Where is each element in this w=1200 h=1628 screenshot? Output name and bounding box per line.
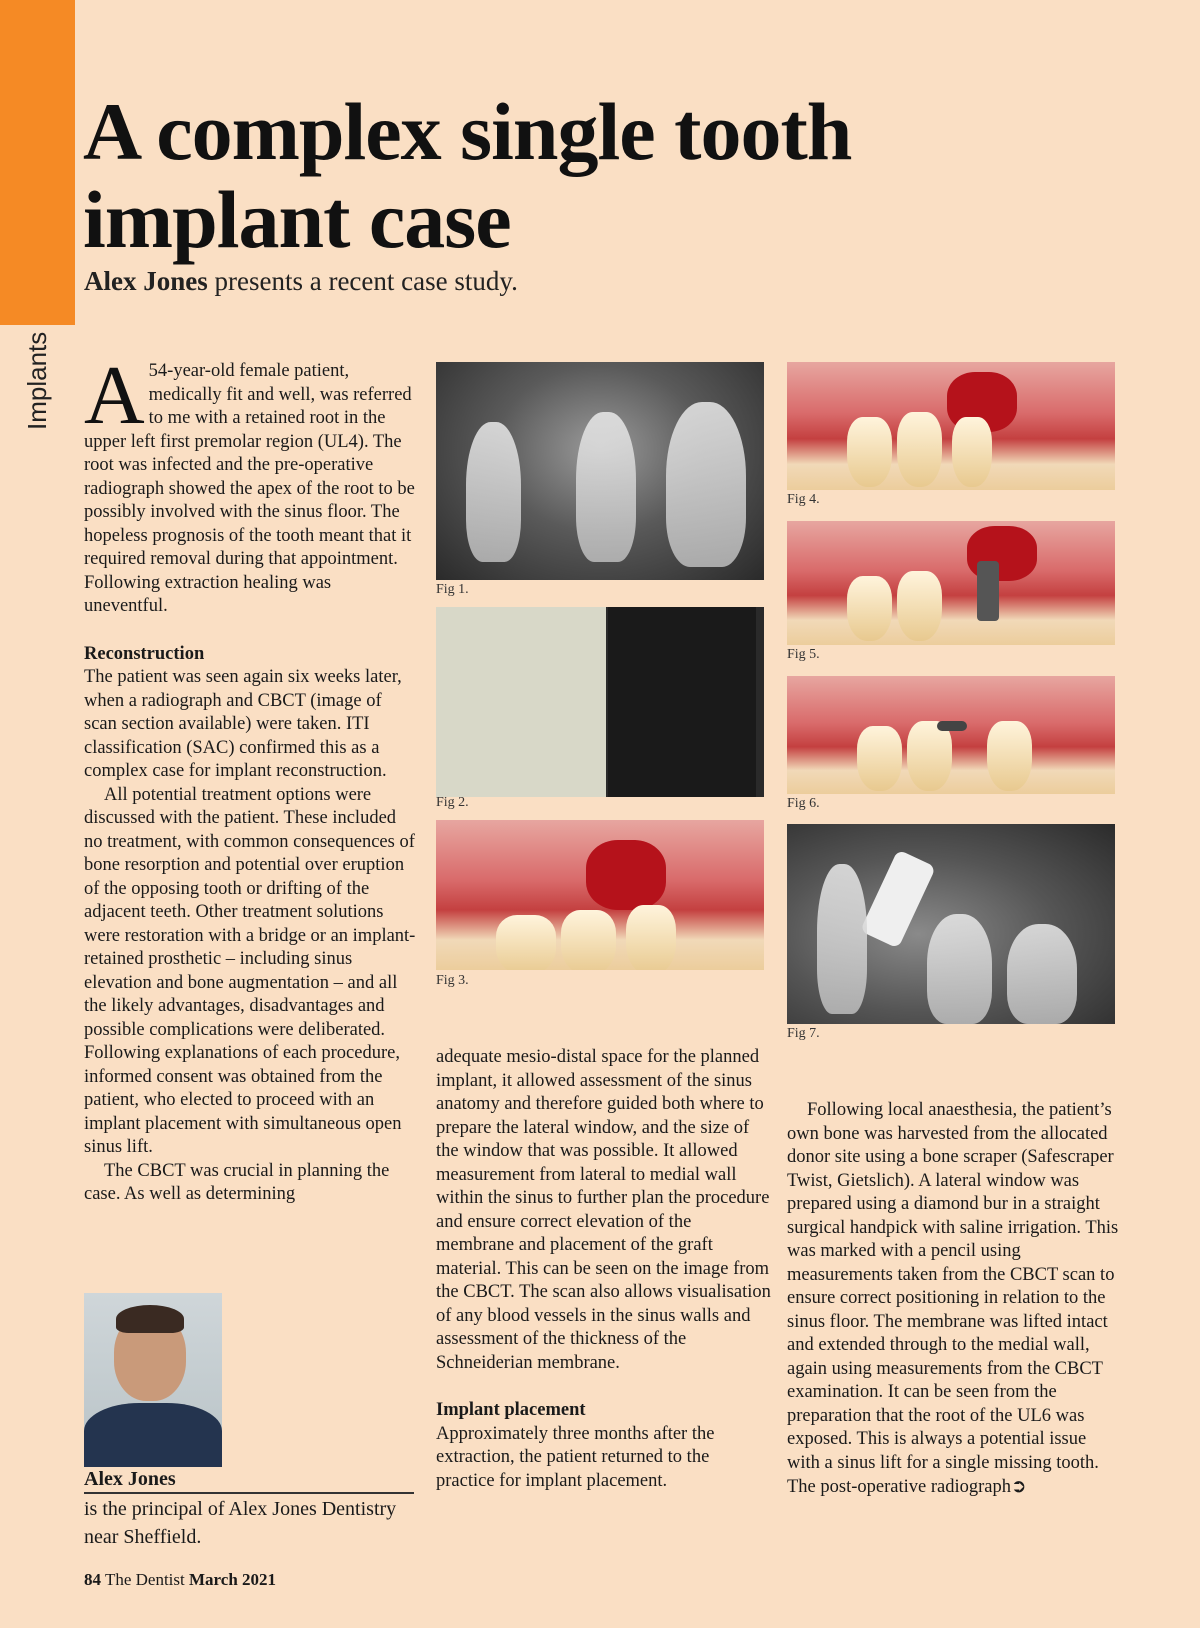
- page-footer: [84, 1570, 276, 1590]
- fig3-clinical-photo: [436, 820, 764, 970]
- section-tag: Implants: [22, 331, 52, 430]
- fig1-radiograph: [436, 362, 764, 580]
- reconstruction-p3: The CBCT was crucial in planning the case. As well as determining: [84, 1160, 390, 1204]
- fig4-caption: Fig 4.: [787, 492, 820, 507]
- column-3: [787, 1099, 1122, 1500]
- col3-text: Following local anaesthesia, the patient’s own bone was harvested from the allocated donor site using a bone scraper (Safescraper Twist, Gietslich). A lateral window was prepared using a diamond bur in a straight surgical handpick with saline irrigation. This was marked with a pencil using measurements taken from the CBCT scan to ensure correct positioning in relation to the sinus floor. The membrane was lifted intact and extended through to the medial wall, again using measurements from the CBCT examination. It can be seen from the preparation that the root of the UL6 was exposed. This is always a potential issue with a sinus lift for a single missing tooth. The post-operative radiograph: [787, 1100, 1119, 1497]
- col3-paragraph-1: [787, 1099, 1122, 1500]
- author-name: Alex Jones: [84, 1468, 176, 1490]
- author-bio: is the principal of Alex Jones Dentistry near Sheffield.: [84, 1498, 397, 1548]
- fig5-caption: Fig 5.: [787, 647, 820, 662]
- fig2-caption: Fig 2.: [436, 795, 469, 810]
- title-line-1: A complex single tooth: [83, 86, 852, 177]
- col2-paragraph-1: adequate mesio-distal space for the planned implant, it allowed assessment of the sinus anatomy and therefore guided both where to prepare the lateral window, and the size of the window that was possible. It allowed measurement from lateral to medial wall within the sinus to further plan the procedure and ensure correct elevation of the membrane and placement of the graft material. This can be seen on the image from the CBCT. The scan also allows visualisation of any blood vessels in the sinus walls and assessment of the thickness of the Schneiderian membrane.: [436, 1047, 771, 1373]
- fig2-cbct-scan: [436, 607, 764, 797]
- continue-arrow-icon: ➲: [1010, 1476, 1027, 1497]
- intro-paragraph: [84, 349, 419, 619]
- col2-paragraph-2: Approximately three months after the extraction, the patient returned to the practice for implant placement.: [436, 1423, 715, 1491]
- fig1-caption: Fig 1.: [436, 582, 469, 597]
- article-title: [83, 88, 983, 264]
- section-color-bar: [0, 0, 75, 325]
- reconstruction-heading: Reconstruction: [84, 643, 205, 664]
- fig7-caption: Fig 7.: [787, 1026, 820, 1041]
- subtitle-author: Alex Jones: [84, 266, 208, 296]
- author-divider: [84, 1492, 414, 1494]
- article-subtitle: [84, 266, 518, 297]
- issue-date: March 2021: [188, 1570, 277, 1589]
- implant-placement-heading: Implant placement: [436, 1400, 586, 1420]
- drop-cap: A: [84, 349, 145, 442]
- reconstruction-p1: The patient was seen again six weeks later, when a radiograph and CBCT (image of scan section available) were taken. ITI classification (SAC) confirmed this as a complex case for implant reconstruction.: [84, 667, 402, 781]
- page-number: 84: [84, 1570, 101, 1589]
- title-line-2: implant case: [83, 174, 511, 265]
- fig3-caption: Fig 3.: [436, 973, 469, 988]
- magazine-name: The Dentist: [101, 1570, 189, 1589]
- subtitle-text: presents a recent case study.: [207, 266, 518, 296]
- fig5-clinical-photo: [787, 521, 1115, 645]
- fig4-clinical-photo: [787, 362, 1115, 490]
- fig6-caption: Fig 6.: [787, 796, 820, 811]
- column-2: [436, 1046, 771, 1493]
- author-photo: [84, 1293, 222, 1467]
- fig6-clinical-photo: [787, 676, 1115, 794]
- fig7-radiograph: [787, 824, 1115, 1024]
- reconstruction-p2: All potential treatment options were discussed with the patient. These included no treatment, with common consequences of bone resorption and potential over eruption of the opposing tooth or drifting of the adjacent teeth. Other treatment solutions were restoration with a bridge or an implant-retained prosthetic – including sinus elevation and bone augmentation – and all the likely advantages, disadvantages and possible complications were deliberated. Following explanations of each procedure, informed consent was obtained from the patient, who elected to proceed with an implant placement with simultaneous open sinus lift.: [84, 784, 416, 1157]
- column-1: [84, 349, 419, 1207]
- intro-text: 54-year-old female patient, medically fit and well, was referred to me with a retained root in the upper left first premolar region (UL4). The root was infected and the pre-operative radiograph showed the apex of the root to be possibly involved with the sinus floor. The hopeless prognosis of the tooth meant that it required removal during that appointment. Following extraction healing was uneventful.: [84, 361, 415, 616]
